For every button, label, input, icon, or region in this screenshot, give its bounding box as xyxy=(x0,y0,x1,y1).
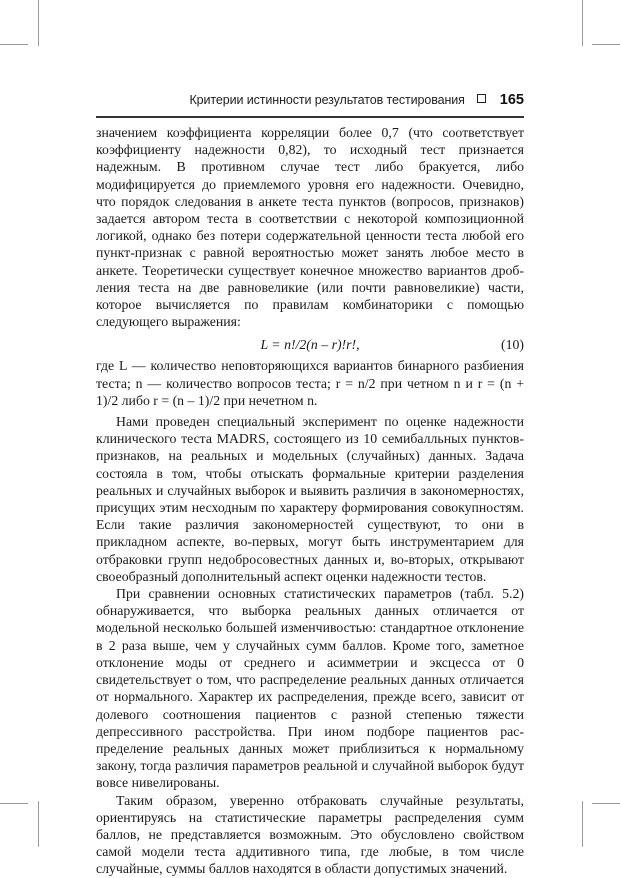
crop-mark-top-right-vertical xyxy=(582,0,583,46)
paragraph-conclusion: Таким образом, уверенно отбраковать случайные результаты, ориентируясь на статистические параметры распределения сумм баллов, не представляется возможным. Это обусловлено свойством самой модели теста аддитивного типа, где любые, в том числе случайные, суммы баллов находятся в области допустимых значений. xyxy=(96,792,524,877)
paragraph-comparison: При сравнении основных статистических параметров (табл. 5.2) обнаруживается, что выборка реальных данных отличается от модельной несколько большей изменчивостью: стандартное отклонение в 2 раза выше, чем у случайных сумм баллов. Кроме того, заметное отклонение моды от среднего и асимметрии и эксцесса от 0 свидетельствует о том, что распределение реальных данных отличается от нормального. Характер их распределения, прежде всего, зависит от долевого соотношения пациентов с разной степенью тяжести депрессивного расстройства. При ином подборе пациентов распределение реальных данных может приблизиться к нормальному закону, тогда различия параметров реальной и случайной выборок будут вовсе нивелированы. xyxy=(96,586,524,791)
crop-mark-top-left-horizontal xyxy=(0,44,28,45)
running-header xyxy=(96,92,524,114)
formula-number: (10) xyxy=(501,337,524,353)
crop-mark-top-left-vertical xyxy=(38,0,39,46)
crop-mark-bottom-left-horizontal xyxy=(0,803,28,804)
formula-expression: L = n!/2(n – r)!r!, xyxy=(260,337,360,353)
crop-mark-bottom-left-vertical xyxy=(38,801,39,847)
square-bullet-icon xyxy=(477,94,486,103)
header-rule xyxy=(96,116,524,118)
formula-explanation: где L — количество неповторяющихся вариантов бинарного разбиения теста; n — количество вопросов теста; r = n/2 при четном n и r = (n + 1)/2 либо r = (n – 1)/2 при нечетном n. xyxy=(96,358,524,408)
crop-mark-bottom-right-vertical xyxy=(582,801,583,847)
crop-mark-bottom-right-horizontal xyxy=(592,803,620,804)
paragraph-continued: значением коэффициента корреляции более 0,7 (что соответствует коэффициенту надежности 0,82), то исходный тест признается надежным. В противном случае тест либо бракуется, либо модифицируется до приемлемого уровня его надежности. Очевидно, что порядок следования в анкете теста пунктов (вопросов, признаков) задается автором теста в соответствии с некоторой композиционной логикой, однако без потери содержательной ценности теста любой его пункт-признак с равной вероятностью может занять любое место в анкете. Теоретически существует конечное множество вариантов дробления теста на две равновеликие (или почти равновеликие) части, которое вычисляется по правилам комбинаторики с помощью следующего выражения: xyxy=(96,125,524,330)
page-number: 165 xyxy=(499,92,524,108)
running-header-title: Критерии истинности результатов тестирования xyxy=(189,93,465,107)
crop-mark-top-right-horizontal xyxy=(592,44,620,45)
paragraph-experiment: Нами проведен специальный эксперимент по оценке надежности клинического теста MADRS, состоящего из 10 семибалльных пунктов-признаков, на реальных и модельных (случайных) данных. Задача состояла в том, чтобы отыскать формальные критерии разделения реальных и случайных выборок и выявить различия в закономерностях, присущих этим несходным по характеру формирования совокупностям. Если такие различия закономерностей существуют, то они в прикладном аспекте, во-первых, могут быть инструментарием для отбраковки групп недобросовестных данных и, во-вторых, открывают своеобразный дополнительный аспект оценки надежности тестов. xyxy=(96,414,524,584)
body-text xyxy=(96,124,524,878)
formula-block xyxy=(96,333,524,357)
